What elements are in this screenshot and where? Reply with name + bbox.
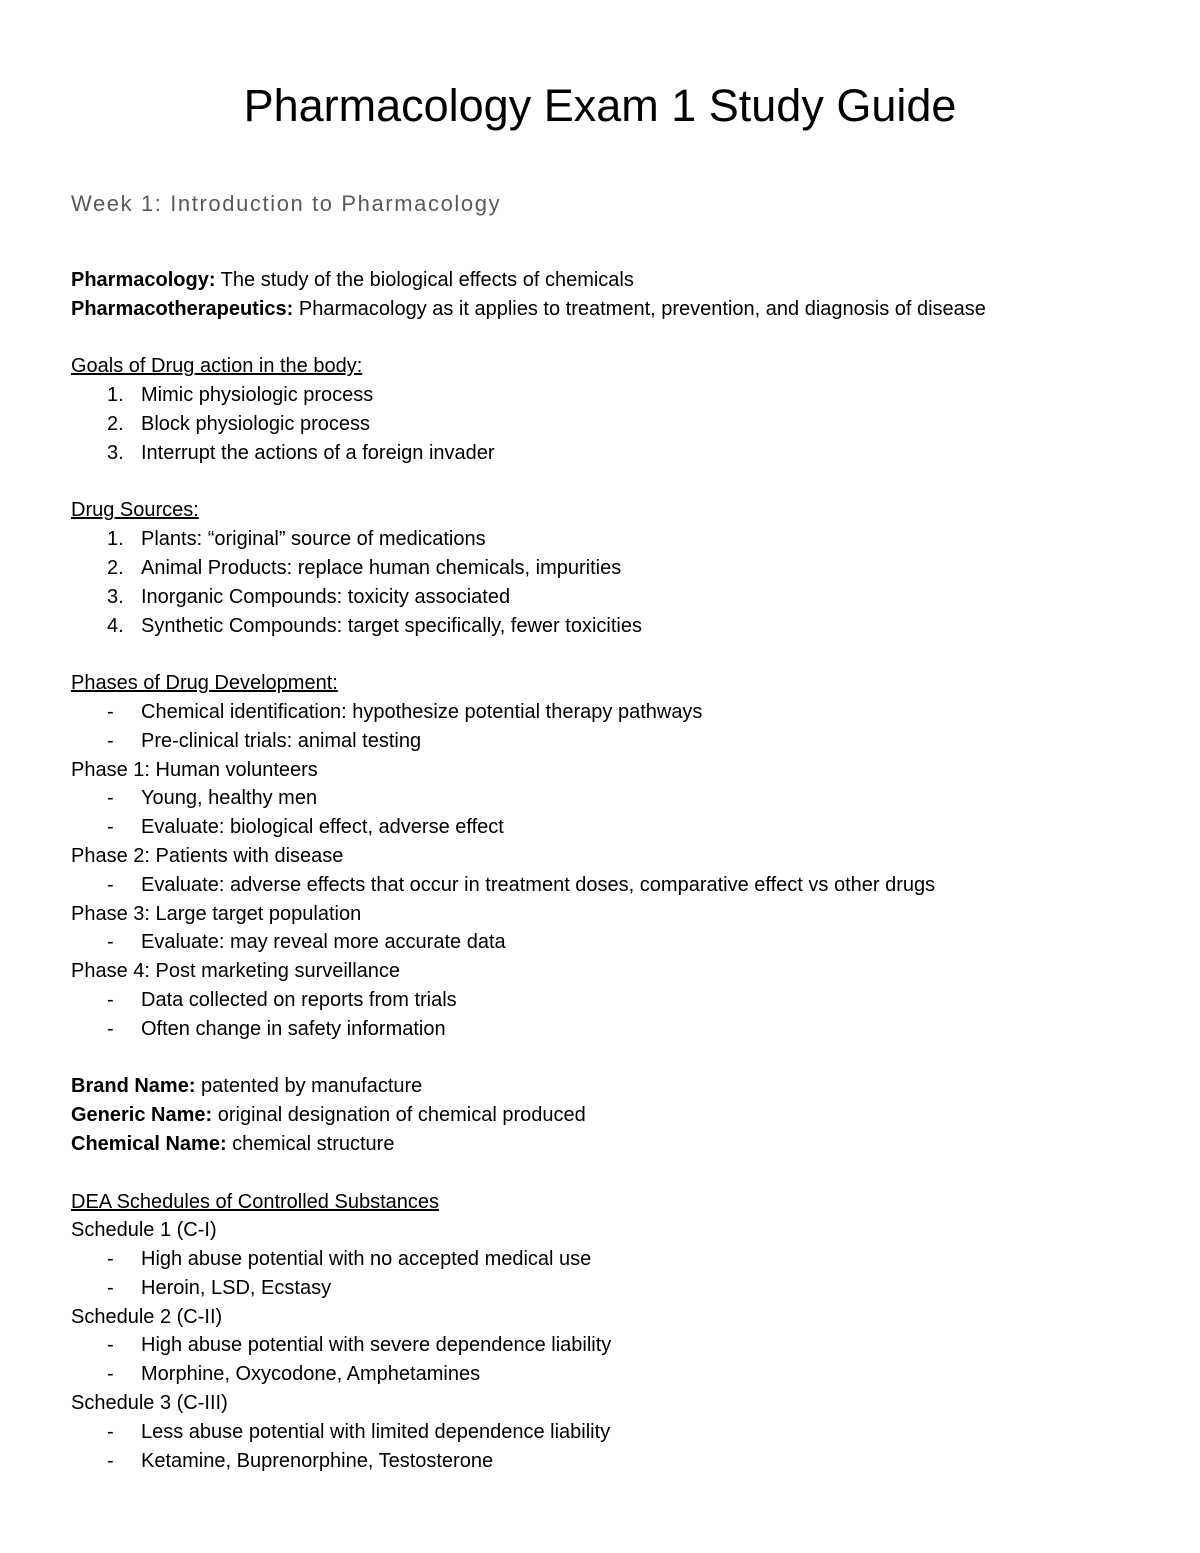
bullet-text: Data collected on reports from trials: [141, 988, 457, 1011]
bullet-item: [71, 1418, 1171, 1447]
list-number: 3.: [107, 441, 124, 464]
definition-text: Pharmacology as it applies to treatment, prevention, and diagnosis of disease: [293, 297, 986, 320]
list-text: Synthetic Compounds: target specifically, fewer toxicities: [141, 614, 642, 637]
goals-heading: Goals of Drug action in the body:: [71, 355, 363, 378]
section-subtitle: Week 1: Introduction to Pharmacology: [71, 191, 502, 216]
definition-term: Pharmacotherapeutics:: [71, 297, 294, 320]
phase-label: Phase 4: Post marketing surveillance: [71, 960, 401, 983]
list-text: Block physiologic process: [141, 412, 370, 435]
bullet-text: Ketamine, Buprenorphine, Testosterone: [141, 1449, 494, 1472]
definition-term: Pharmacology:: [71, 269, 216, 291]
bullet-text: Evaluate: adverse effects that occur in treatment doses, comparative effect vs other drugs: [141, 873, 936, 896]
bullet-text: High abuse potential with severe dependence liability: [141, 1334, 612, 1357]
dash-marker: -: [107, 700, 114, 723]
dash-marker: -: [107, 1334, 114, 1357]
list-number: 2.: [107, 412, 124, 435]
bullet-item: [71, 986, 1171, 1015]
list-number: 1.: [107, 384, 124, 407]
list-item: [71, 381, 1171, 410]
bullet-item: [71, 1447, 1171, 1476]
dash-marker: -: [107, 816, 114, 839]
bullet-item: [71, 727, 1171, 756]
bullet-item: [71, 1015, 1171, 1044]
phase-label: Phase 1: Human volunteers: [71, 758, 318, 781]
list-number: 4.: [107, 614, 124, 637]
bullet-item: [71, 1331, 1171, 1360]
list-item: [71, 554, 1171, 583]
dash-marker: -: [107, 873, 114, 896]
bullet-item: [71, 1274, 1171, 1303]
dash-marker: -: [107, 729, 114, 752]
definition-generic-name: [71, 1101, 1171, 1130]
list-number: 1.: [107, 528, 124, 551]
dea-heading: DEA Schedules of Controlled Substances: [71, 1190, 439, 1213]
bullet-item: [71, 928, 1171, 957]
dash-marker: -: [107, 1276, 114, 1299]
bullet-text: Often change in safety information: [141, 1017, 446, 1040]
dash-marker: -: [107, 1017, 114, 1040]
list-text: Plants: “original” source of medications: [141, 528, 486, 551]
list-text: Animal Products: replace human chemicals, impurities: [141, 556, 622, 579]
definition-pharmacotherapeutics: [71, 295, 1171, 324]
definition-text: The study of the biological effects of chemicals: [215, 269, 634, 291]
list-item: [71, 583, 1171, 612]
list-text: Interrupt the actions of a foreign invader: [141, 441, 495, 464]
sources-heading: Drug Sources:: [71, 499, 199, 522]
dash-marker: -: [107, 1420, 114, 1443]
list-item: [71, 439, 1171, 468]
definition-text: chemical structure: [226, 1132, 395, 1155]
dash-marker: -: [107, 988, 114, 1011]
definition-text: original designation of chemical produced: [212, 1104, 586, 1127]
bullet-text: Young, healthy men: [141, 787, 318, 810]
bullet-item: [71, 1245, 1171, 1274]
list-item: [71, 525, 1171, 554]
definition-chemical-name: [71, 1130, 1171, 1159]
bullet-item: [71, 871, 1171, 900]
bullet-text: Evaluate: biological effect, adverse effect: [141, 816, 504, 839]
phase-label: Phase 2: Patients with disease: [71, 844, 344, 867]
dash-marker: -: [107, 1363, 114, 1386]
bullet-text: Evaluate: may reveal more accurate data: [141, 931, 506, 954]
list-text: Mimic physiologic process: [141, 384, 374, 407]
list-item: [71, 612, 1171, 641]
definition-pharmacology: [71, 266, 1171, 295]
dash-marker: -: [107, 1449, 114, 1472]
definition-term: Chemical Name:: [71, 1132, 227, 1155]
schedule-label: Schedule 2 (C-II): [71, 1305, 223, 1328]
definition-term: Brand Name:: [71, 1075, 196, 1098]
dash-marker: -: [107, 931, 114, 954]
schedule-label: Schedule 3 (C-III): [71, 1392, 228, 1415]
page-title: Pharmacology Exam 1 Study Guide: [243, 80, 957, 131]
bullet-text: Morphine, Oxycodone, Amphetamines: [141, 1363, 481, 1386]
bullet-text: Heroin, LSD, Ecstasy: [141, 1276, 332, 1299]
definition-text: patented by manufacture: [195, 1075, 423, 1098]
definition-term: Generic Name:: [71, 1104, 213, 1127]
bullet-item: [71, 784, 1171, 813]
definition-brand-name: [71, 1072, 1171, 1101]
bullet-text: Chemical identification: hypothesize potential therapy pathways: [141, 700, 703, 723]
bullet-item: [71, 1360, 1171, 1389]
phases-heading: Phases of Drug Development:: [71, 672, 338, 695]
phase-label: Phase 3: Large target population: [71, 902, 362, 925]
dash-marker: -: [107, 1248, 114, 1271]
list-item: [71, 410, 1171, 439]
schedule-label: Schedule 1 (C-I): [71, 1219, 217, 1242]
list-text: Inorganic Compounds: toxicity associated: [141, 585, 511, 608]
list-number: 3.: [107, 585, 124, 608]
bullet-text: Pre-clinical trials: animal testing: [141, 729, 422, 752]
bullet-text: High abuse potential with no accepted medical use: [141, 1248, 592, 1271]
bullet-text: Less abuse potential with limited dependence liability: [141, 1420, 611, 1443]
dash-marker: -: [107, 787, 114, 810]
list-number: 2.: [107, 556, 124, 579]
bullet-item: [71, 698, 1171, 727]
document-body: [71, 266, 1171, 1475]
bullet-item: [71, 813, 1171, 842]
